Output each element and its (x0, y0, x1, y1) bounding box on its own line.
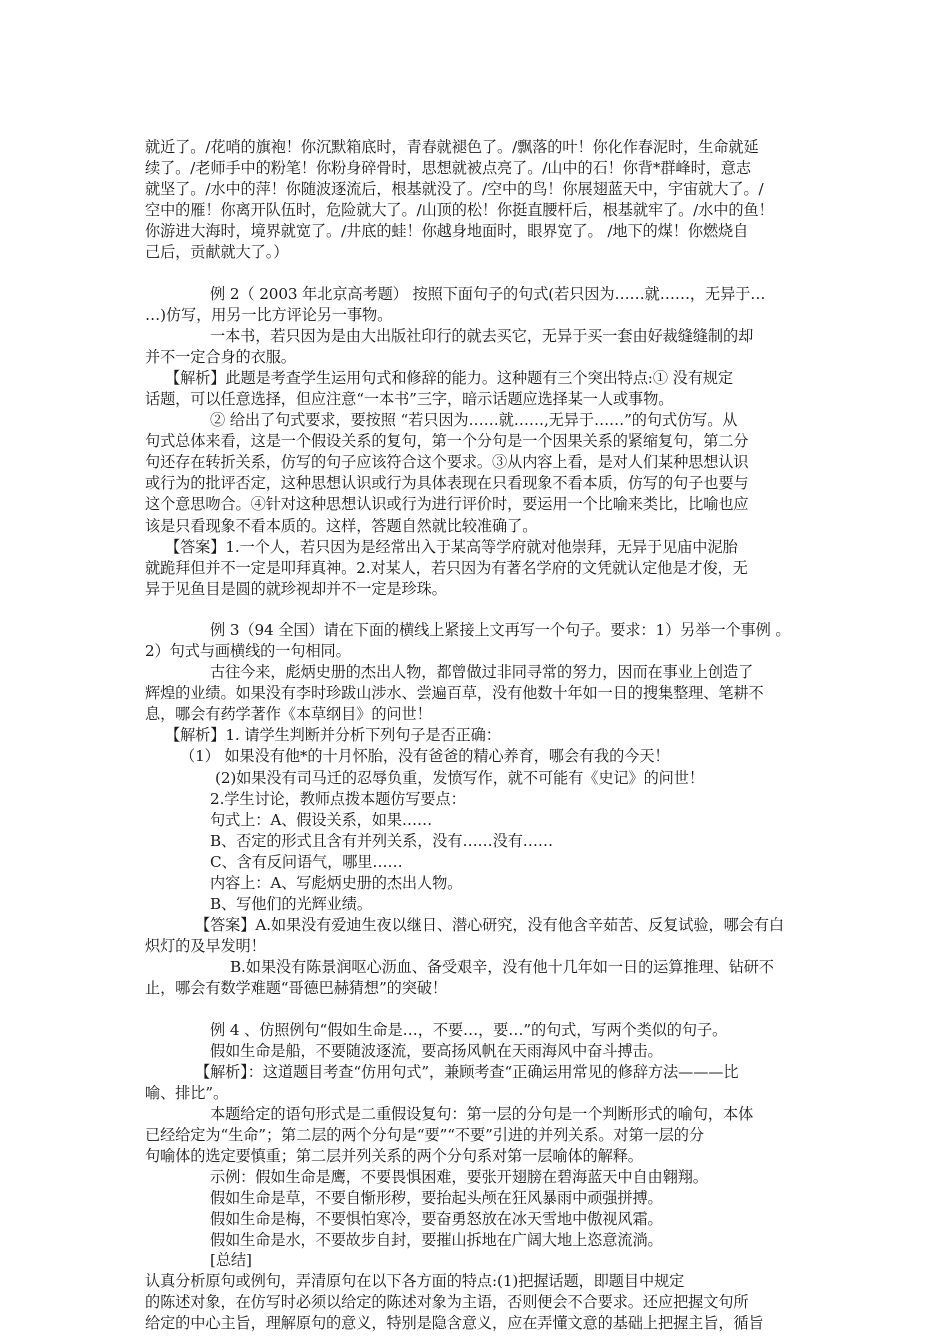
summary-heading: [总结] (210, 1251, 252, 1269)
analysis-line: 【解析】此题是考查学生运用句式和修辞的能力。这种题有三个突出特点:① 没有规定 (165, 369, 733, 387)
text-line: 句式总体来看，这是一个假设关系的复句，第一个分句是一个因果关系的紧缩复句，第二分 (145, 432, 749, 450)
text-line: 已经给定为“生命”；第二层的两个分句是“要”“不要”引进的并列关系。对第一层的分 (145, 1126, 704, 1144)
text-line: （1） 如果没有他*的十月怀胎，没有爸爸的精心养育，哪会有我的今天！ (180, 747, 670, 765)
text-line: 该是只看现象不看本质的。这样，答题自然就比较准确了。 (145, 517, 538, 535)
text-line: 这个意思吻合。④针对这种思想认识或行为进行评价时，要运用一个比喻来类比，比喻也应 (145, 495, 749, 513)
text-line: 内容上：A、写彪炳史册的杰出人物。 (210, 874, 463, 892)
text-line: B、否定的形式且含有并列关系，没有……没有…… (210, 832, 553, 850)
text-line: 空中的雁！你离开队伍时，危险就大了。/山顶的松！你挺直腰杆后，根基就牢了。/水中的鱼！ (145, 201, 774, 219)
text-line: 你游进大海时，境界就宽了。/井底的蛙！你越身地面时，眼界宽了。 /地下的煤！你燃烧自 (145, 222, 749, 240)
text-line: 句还存在转折关系，仿写的句子应该符合这个要求。③从内容上看，是对人们某种思想认识 (145, 453, 749, 471)
text-line: 炽灯的及早发明！ (145, 937, 266, 955)
text-line: 假如生命是草，不要自惭形秽，要抬起头颅在狂风暴雨中顽强拼搏。 (210, 1189, 663, 1207)
text-line: 就近了。/花哨的旗袍！你沉默箱底时，青春就褪色了。/飘落的叶！你化作春泥时，生命就延 (145, 138, 759, 156)
text-line: 息，哪会有药学著作《本草纲目》的问世！ (145, 705, 432, 723)
text-line: 或行为的批评否定，这种思想认识或行为具体表现在只看现象不看本质，仿写的句子也要与 (145, 474, 749, 492)
answer-line: 【答案】1.一个人，若只因为是经常出入于某高等学府就对他崇拜，无异于见庙中泥胎 (165, 538, 738, 556)
text-line: 2.学生讨论，教师点拨本题仿写要点： (210, 790, 466, 808)
text-line: 并不一定合身的衣服。 (145, 348, 296, 366)
text-line: 2）句式与画横线的一句相同。 (145, 642, 351, 660)
text-line: 异于见鱼目是圆的就珍视却并不一定是珍珠。 (145, 580, 447, 598)
text-line: 认真分析原句或例句，弄清原句在以下各方面的特点:(1)把握话题，即题目中规定 (145, 1272, 685, 1290)
answer-line: 【答案】A.如果没有爱迪生夜以继日、潜心研究，没有他含辛茹苦、反复试验，哪会有白 (195, 916, 784, 934)
text-line: 一本书，若只因为是由大出版社印行的就去买它，无异于买一套由好裁缝缝制的却 (210, 327, 754, 345)
text-line: 给定的中心主旨，理解原句的意义，特别是隐含意义，应在弄懂文意的基础上把握主旨，循旨 (145, 1314, 764, 1332)
text-line: 假如生命是水，不要故步自封，要摧山拆地在广阔大地上恣意流淌。 (210, 1231, 663, 1249)
analysis-line: 【解析】1. 请学生判断并分析下列句子是否正确： (165, 726, 501, 744)
text-line: 喻、排比”。 (145, 1084, 229, 1102)
text-line: B.如果没有陈景润呕心沥血、备受艰辛，没有他十几年如一日的运算推理、钻研不 (230, 958, 774, 976)
text-line: 假如生命是梅，不要惧怕寒冷，要奋勇怒放在冰天雪地中傲视风霜。 (210, 1210, 663, 1228)
text-line: 的陈述对象，在仿写时必须以给定的陈述对象为主语，否则便会不合要求。还应把握文句所 (145, 1293, 749, 1311)
text-line: 续了。/老师手中的粉笔！你粉身碎骨时，思想就被点亮了。/山中的石！你背*群峰时，意志 (145, 159, 751, 177)
example-heading: 例 3（94 全国）请在下面的横线上紧接上文再写一个句子。要求：1）另举一个事例 。 (210, 621, 791, 639)
text-line: 就坚了。/水中的萍！你随波逐流后，根基就没了。/空中的鸟！你展翅蓝天中，宇宙就大了。/ (145, 180, 764, 198)
text-line: 古往今来，彪炳史册的杰出人物，都曾做过非同寻常的努力，因而在事业上创造了 (210, 663, 754, 681)
text-line: …)仿写，用另一比方评论另一事物。 (145, 306, 393, 324)
text-line: 止，哪会有数学难题“哥德巴赫猜想”的突破！ (145, 979, 447, 997)
text-line: ② 给出了句式要求，要按照 “若只因为……就……,无异于……”的句式仿写。从 (210, 411, 738, 429)
text-line: 句喻体的选定要慎重；第二层并列关系的两个分句系对第一层喻体的解释。 (145, 1147, 643, 1165)
analysis-line: 【解析】：这道题目考查“仿用句式”，兼顾考查“正确运用常见的修辞方法———比 (195, 1063, 739, 1081)
text-line: 己后，贡献就大了。） (145, 243, 289, 261)
text-line: 辉煌的业绩。如果没有李时珍跋山涉水、尝遍百草，没有他数十年如一日的搜集整理、笔耕不 (145, 684, 764, 702)
text-line: 本题给定的语句形式是二重假设复句：第一层的分句是一个判断形式的喻句，本体 (210, 1105, 754, 1123)
text-line: B、写他们的光辉业绩。 (210, 895, 372, 913)
text-line: (2)如果没有司马迁的忍辱负重，发愤写作，就不可能有《史记》的问世！ (215, 769, 704, 787)
text-line: 句式上：A、假设关系，如果…… (210, 811, 433, 829)
text-line: 示例：假如生命是鹰，不要畏惧困难，要张开翅膀在碧海蓝天中自由翱翔。 (210, 1168, 708, 1186)
example-heading: 例 2（ 2003 年北京高考题） 按照下面句子的句式(若只因为……就……，无异于… (210, 285, 766, 303)
example-heading: 例 4 、仿照例句“假如生命是…，不要…，要…”的句式，写两个类似的句子。 (210, 1021, 728, 1039)
text-line: C、含有反问语气，哪里…… (210, 853, 403, 871)
text-line: 假如生命是船，不要随波逐流，要高扬风帆在天雨海风中奋斗搏击。 (210, 1042, 663, 1060)
text-line: 话题，可以任意选择，但应注意“一本书”三字，暗示话题应选择某一人或事物。 (145, 390, 674, 408)
text-line: 就跪拜但并不一定是叩拜真神。2.对某人，若只因为有著名学府的文凭就认定他是才俊，无 (145, 559, 748, 577)
